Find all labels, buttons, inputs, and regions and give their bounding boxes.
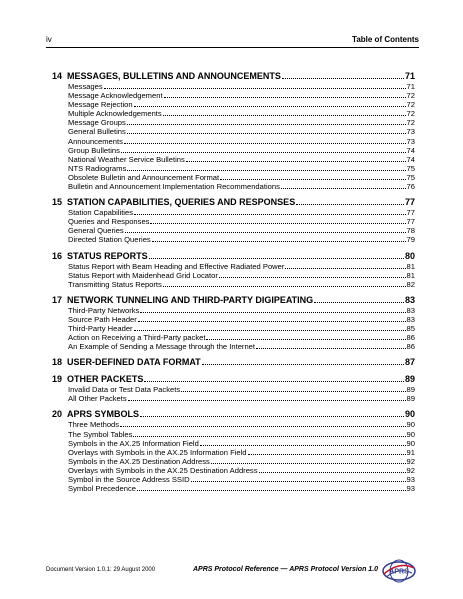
entry-label: An Example of Sending a Message through the Internet [68, 342, 256, 352]
entry-page: 93 [406, 484, 415, 494]
toc-section [52, 196, 415, 244]
section-page: 89 [404, 374, 415, 385]
toc-entry[interactable] [52, 306, 415, 315]
toc-entry[interactable] [52, 280, 415, 289]
dot-leader [163, 115, 406, 116]
entry-page: 73 [406, 136, 415, 146]
toc-entry[interactable] [52, 324, 415, 333]
toc-entry[interactable] [52, 127, 415, 136]
entry-page: 72 [406, 109, 415, 119]
entry-page: 90 [406, 429, 415, 439]
document-version: Document Version 1.0.1: 29 August 2000 [46, 567, 156, 573]
dot-leader [259, 472, 406, 473]
entry-page: 83 [406, 314, 415, 324]
toc-entry[interactable] [52, 342, 415, 351]
toc-entry[interactable] [52, 155, 415, 164]
entry-page: 83 [406, 305, 415, 315]
toc-section [52, 356, 415, 368]
entry-label: Obsolete Bulletin and Announcement Format [68, 172, 220, 182]
dot-leader [206, 339, 405, 340]
dot-leader [163, 286, 406, 287]
dot-leader [314, 302, 404, 303]
section-number: 14 [52, 71, 63, 81]
dot-leader [124, 143, 406, 144]
entry-label: Action on Receiving a Third-Party packet [68, 333, 206, 343]
entry-page: 76 [406, 182, 415, 192]
dot-leader [121, 152, 406, 153]
dot-leader [128, 400, 406, 401]
section-title: OTHER PACKETS [67, 374, 144, 385]
section-heading[interactable] [52, 373, 415, 385]
entry-page: 74 [406, 154, 415, 164]
section-page: 87 [404, 357, 415, 368]
page-number-label: iv [46, 35, 52, 44]
toc-entry[interactable] [52, 164, 415, 173]
entry-page: 93 [406, 475, 415, 484]
entry-label: Queries and Responses [68, 217, 150, 227]
entry-label: Status Report with Maidenhead Grid Locator [68, 270, 218, 280]
header-rule [46, 47, 419, 48]
section-title: NETWORK TUNNELING AND THIRD-PARTY DIGIPEATING [67, 294, 314, 305]
section-number: 19 [52, 374, 63, 385]
section-number: 16 [52, 250, 63, 261]
dot-leader [140, 312, 405, 313]
dot-leader [220, 179, 405, 180]
toc-entry[interactable] [52, 448, 415, 457]
entry-page: 86 [406, 333, 415, 343]
entry-label: NTS Radiograms [68, 163, 127, 173]
dot-leader [127, 170, 405, 171]
entry-label: Invalid Data or Test Data Packets [68, 385, 181, 395]
entry-page: 82 [406, 279, 415, 289]
toc-entry[interactable] [52, 226, 415, 235]
entry-label: Overlays with Symbols in the AX.25 Destination Address [68, 465, 258, 475]
entry-label: Three Methods [68, 420, 120, 430]
dot-leader [191, 481, 406, 482]
section-heading[interactable] [52, 70, 415, 82]
section-heading[interactable] [52, 356, 415, 368]
toc-entry[interactable] [52, 420, 415, 429]
section-title: STATION CAPABILITIES, QUERIES AND RESPONSES [67, 197, 296, 208]
entry-label: Message Acknowledgement [68, 91, 163, 101]
entry-page: 92 [406, 465, 415, 475]
toc-entry[interactable] [52, 475, 415, 484]
dot-leader [120, 426, 405, 427]
entry-label: Transmitting Status Reports [68, 279, 162, 289]
section-page: 71 [404, 71, 415, 81]
toc-section [52, 408, 415, 493]
toc-entry[interactable] [52, 457, 415, 466]
dot-leader [127, 124, 406, 125]
toc-section [52, 250, 415, 289]
dot-leader [282, 78, 404, 79]
section-number: 17 [52, 294, 63, 305]
section-page: 90 [404, 409, 415, 420]
dot-leader [149, 258, 404, 259]
section-heading[interactable] [52, 250, 415, 262]
dot-leader [134, 106, 406, 107]
toc-entry[interactable] [52, 208, 415, 217]
entry-page: 91 [406, 447, 415, 457]
entry-label: General Bulletins [68, 127, 126, 137]
toc-entry[interactable] [52, 484, 415, 493]
dot-leader [127, 133, 406, 134]
toc-entry[interactable] [52, 466, 415, 475]
toc-entry[interactable] [52, 262, 415, 271]
section-heading[interactable] [52, 408, 415, 420]
toc-entry[interactable] [52, 137, 415, 146]
section-heading[interactable] [52, 196, 415, 208]
entry-page: 72 [406, 91, 415, 101]
section-number: 20 [52, 409, 63, 420]
entry-page: 89 [406, 394, 415, 404]
entry-label: Directed Station Queries [68, 235, 151, 245]
toc-entry[interactable] [52, 235, 415, 244]
entry-page: 72 [406, 118, 415, 128]
entry-label: National Weather Service Bulletins [68, 154, 185, 164]
dot-leader [200, 445, 406, 446]
entry-label: Third-Party Networks [68, 305, 140, 315]
table-of-contents [52, 70, 415, 498]
entry-page: 81 [406, 261, 415, 271]
entry-page: 74 [406, 145, 415, 155]
entry-label: Station Capabilities [68, 208, 134, 218]
entry-page: 78 [406, 226, 415, 236]
section-title: STATUS REPORTS [67, 250, 148, 261]
toc-entry[interactable] [52, 315, 415, 324]
dot-leader [281, 188, 406, 189]
toc-entry[interactable] [52, 100, 415, 109]
dot-leader [248, 454, 406, 455]
running-header-title: Table of Contents [352, 35, 419, 44]
section-heading[interactable] [52, 294, 415, 306]
dot-leader [202, 364, 404, 365]
dot-leader [219, 277, 406, 278]
section-number: 15 [52, 197, 63, 208]
entry-page: 75 [406, 172, 415, 182]
dot-leader [134, 214, 406, 215]
entry-page: 89 [406, 385, 415, 395]
entry-label: General Queries [68, 226, 124, 236]
dot-leader [134, 330, 406, 331]
dot-leader [186, 161, 406, 162]
entry-label: Overlays with Symbols in the AX.25 Information Field [68, 447, 247, 457]
toc-entry[interactable] [52, 394, 415, 403]
entry-page: 75 [406, 163, 415, 173]
entry-page: 92 [406, 456, 415, 466]
section-page: 80 [404, 250, 415, 261]
entry-label: Message Groups [68, 118, 126, 128]
entry-label: The Symbol Tables [68, 429, 133, 439]
entry-label: Group Bulletins [68, 145, 120, 155]
toc-entry[interactable] [52, 118, 415, 127]
entry-label: Third-Party Header [68, 323, 133, 333]
dot-leader [285, 268, 405, 269]
entry-label: Announcements [68, 136, 123, 146]
toc-section [52, 373, 415, 403]
entry-label: Source Path Header [68, 314, 137, 324]
dot-leader [144, 381, 404, 382]
toc-entry[interactable] [52, 91, 415, 100]
toc-entry[interactable] [52, 109, 415, 118]
toc-entry[interactable] [52, 385, 415, 394]
dot-leader [133, 436, 405, 437]
toc-entry[interactable] [52, 182, 415, 191]
page-footer [46, 559, 419, 589]
entry-label: Symbols in the AX.25 Information Field [68, 438, 199, 448]
toc-entry[interactable] [52, 271, 415, 280]
section-number: 18 [52, 357, 63, 368]
entry-page: 90 [406, 438, 415, 448]
dot-leader [256, 348, 406, 349]
dot-leader [152, 241, 406, 242]
entry-label: Multiple Acknowledgements [68, 109, 162, 119]
entry-page: 81 [406, 270, 415, 280]
entry-label: Symbols in the AX.25 Destination Address [68, 456, 210, 466]
entry-label: Status Report with Beam Heading and Effective Radiated Power [68, 261, 285, 271]
toc-section [52, 294, 415, 351]
toc-section [52, 70, 415, 191]
toc-entry[interactable] [52, 439, 415, 448]
dot-leader [296, 204, 404, 205]
dot-leader [181, 391, 405, 392]
dot-leader [140, 416, 404, 417]
dot-leader [150, 223, 405, 224]
toc-entry[interactable] [52, 146, 415, 155]
toc-entry[interactable] [52, 217, 415, 226]
toc-entry[interactable] [52, 82, 415, 91]
toc-entry[interactable] [52, 173, 415, 182]
protocol-reference: APRS Protocol Reference — APRS Protocol Version 1.0 [193, 566, 379, 573]
dot-leader [104, 88, 406, 89]
entry-page: 73 [406, 127, 415, 137]
dot-leader [164, 97, 406, 98]
svg-text:APRS: APRS [389, 568, 409, 576]
dot-leader [211, 463, 406, 464]
section-title: MESSAGES, BULLETINS AND ANNOUNCEMENTS [67, 71, 281, 81]
toc-entry[interactable] [52, 430, 415, 439]
entry-page: 77 [406, 217, 415, 227]
entry-label: Symbol Precedence [68, 484, 136, 494]
section-page: 77 [404, 197, 415, 208]
entry-page: 77 [406, 208, 415, 218]
entry-page: 71 [406, 82, 415, 91]
entry-page: 72 [406, 100, 415, 110]
section-title: APRS SYMBOLS [67, 409, 140, 420]
dot-leader [138, 321, 406, 322]
entry-label: All Other Packets [68, 394, 127, 404]
entry-page: 90 [406, 420, 415, 430]
entry-label: Bulletin and Announcement Implementation Recommendations [68, 182, 280, 192]
aprs-logo-icon [381, 559, 417, 583]
entry-page: 85 [406, 323, 415, 333]
entry-page: 79 [406, 235, 415, 245]
dot-leader [137, 490, 406, 491]
entry-label: Message Rejection [68, 100, 133, 110]
dot-leader [125, 232, 406, 233]
entry-label: Messages [68, 82, 103, 91]
section-title: USER-DEFINED DATA FORMAT [67, 357, 201, 368]
toc-entry[interactable] [52, 333, 415, 342]
entry-label: Symbol in the Source Address SSID [68, 475, 190, 484]
entry-page: 86 [406, 342, 415, 352]
section-page: 83 [404, 294, 415, 305]
